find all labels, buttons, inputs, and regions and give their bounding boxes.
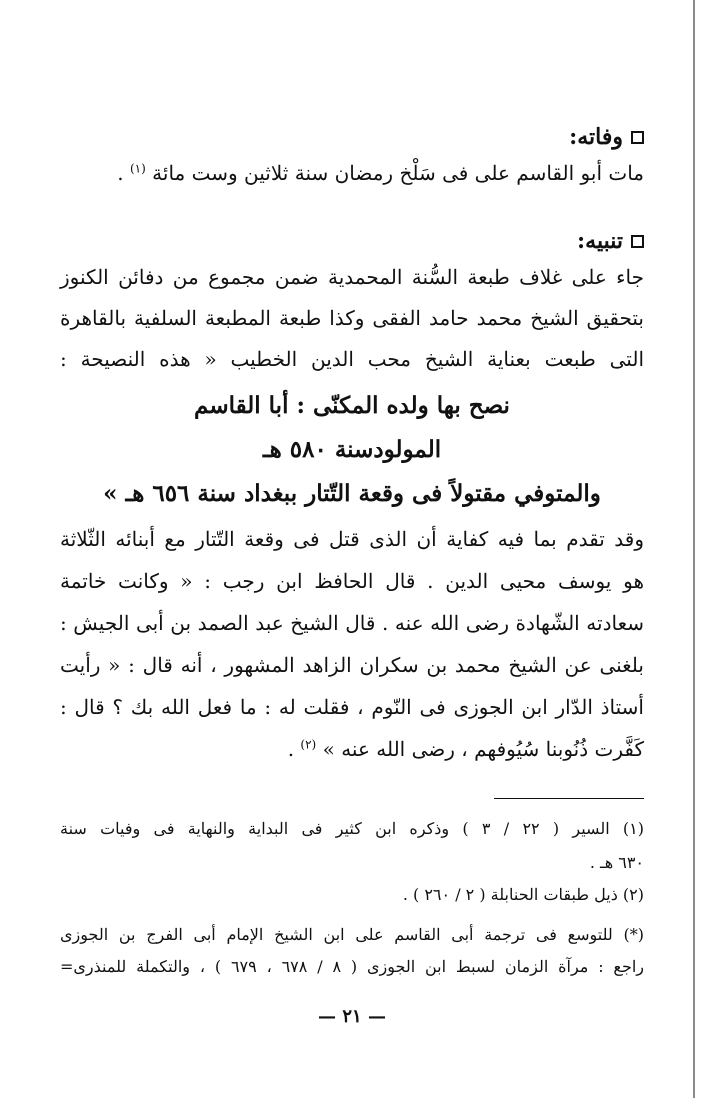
- death-heading: [569, 122, 644, 152]
- death-heading-text: وفاته:: [569, 124, 623, 150]
- title-line-2: المولودسنة ٥٨٠ هـ: [262, 436, 442, 463]
- page-number: — ٢١ —: [318, 1006, 386, 1027]
- death-text-end: .: [117, 161, 124, 185]
- title-line-1: نصح بها ولده المكنّى : أبا القاسم: [194, 392, 510, 419]
- footnote-1-line-2: ٦٣٠ هـ .: [589, 853, 644, 872]
- footnote-2: (٢) ذيل طبقات الحنابلة ( ٢ / ٢٦٠ ) .: [402, 885, 644, 904]
- body-line-6: [288, 734, 644, 764]
- body-line-4: بلغنى عن الشيخ محمد بن سكران الزاهد المشهور ، أنه قال : « رأيت: [60, 653, 644, 677]
- note-line-1: جاء على غلاف طبعة السُّنة المحمدية ضمن مجموع من دفائن الكنوز: [60, 265, 644, 289]
- title-line-3: والمتوفي مقتولاً فى وقعة التّتار ببغداد سنة ٦٥٦ هـ »: [103, 480, 601, 507]
- square-bullet-icon: [631, 235, 644, 248]
- note-heading-text: تنبيه:: [577, 228, 623, 254]
- note-line-2: بتحقيق الشيخ محمد حامد الفقى وكذا طبعة المطبعة السلفية بالقاهرة: [60, 306, 644, 330]
- death-text: مات أبو القاسم على فى سَلْخ رمضان سنة ثلاثين وست مائة: [152, 161, 644, 185]
- body-line-2: هو يوسف محيى الدين . قال الحافظ ابن رجب : « وكانت خاتمة: [60, 569, 644, 593]
- page-edge-line: [693, 0, 695, 1098]
- death-text-line: [117, 158, 644, 188]
- body-footnote-ref: (٢): [300, 737, 317, 752]
- square-bullet-icon: [631, 131, 644, 144]
- death-footnote-ref: (١): [129, 161, 146, 176]
- note-heading: [577, 226, 644, 256]
- note-line-3: التى طبعت بعناية الشيخ محب الدين الخطيب « هذه النصيحة :: [60, 347, 644, 371]
- body-line-1: وقد تقدم بما فيه كفاية أن الذى قتل فى وقعة التّتار مع أبنائه الثّلاثة: [60, 527, 644, 551]
- footnote-separator: [494, 798, 644, 799]
- body-line-5: أستاذ الدّار ابن الجوزى فى النّوم ، فقلت له : ما فعل الله بك ؟ قال :: [60, 695, 644, 719]
- body-line-3: سعادته الشّهادة رضى الله عنه . قال الشيخ عبد الصمد بن أبى الجيش :: [60, 611, 644, 635]
- footnote-3-line-1: (*) للتوسع فى ترجمة أبى القاسم على ابن الشيخ الإمام أبى الفرج بن الجوزى: [60, 925, 644, 944]
- body-last-text: كَفَّرت ذُنُوبنا سُيُوفهم ، رضى الله عنه »: [322, 737, 644, 761]
- footnote-3-line-2: راجع : مرآة الزمان لسبط ابن الجوزى ( ٨ / ٦٧٨ ، ٦٧٩ ) ، والتكملة للمنذرى=: [60, 957, 645, 976]
- body-last-end: .: [287, 737, 295, 761]
- footnote-1-line-1: (١) السير ( ٢٢ / ٣ ) وذكره ابن كثير فى البداية والنهاية فى وفيات سنة: [60, 819, 645, 838]
